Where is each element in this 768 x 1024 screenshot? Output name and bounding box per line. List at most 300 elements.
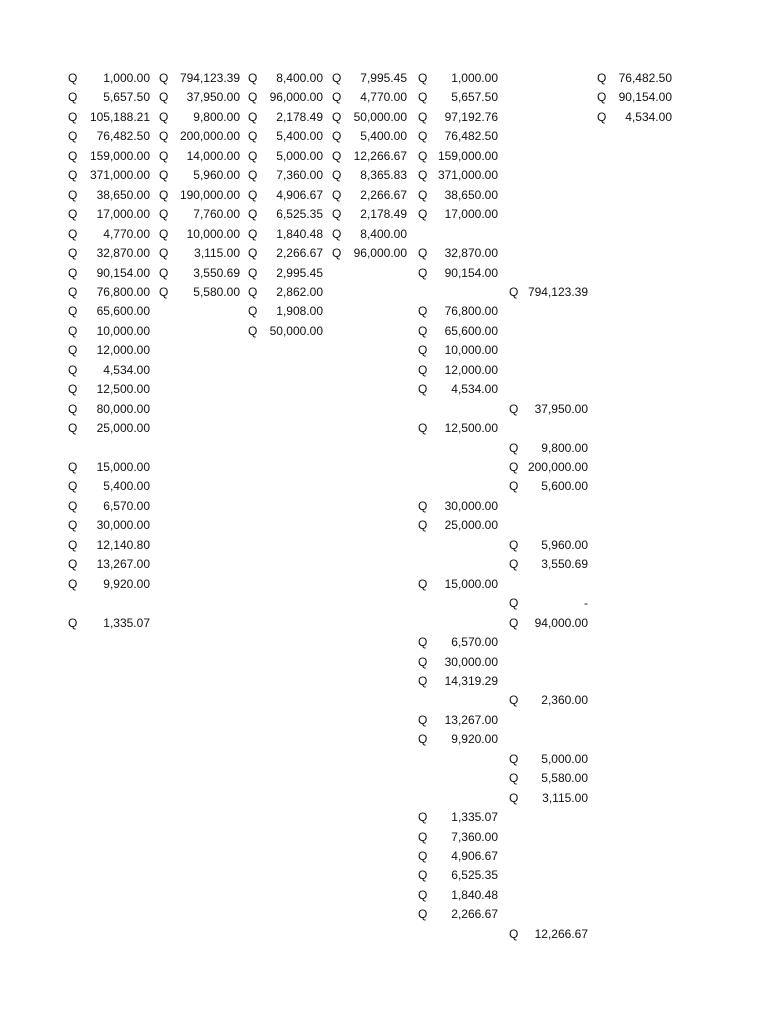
currency-cell (418, 69, 498, 88)
amount-value: 13,267.00 (444, 712, 498, 727)
currency-cell (68, 283, 150, 302)
currency-symbol: Q (597, 109, 607, 124)
currency-symbol: Q (159, 284, 169, 299)
currency-cell (509, 555, 588, 574)
currency-symbol: Q (68, 518, 78, 533)
amount-value: 5,600.00 (541, 479, 588, 494)
currency-cell (418, 633, 498, 652)
amount-value: 200,000.00 (179, 129, 240, 144)
currency-cell (68, 555, 150, 574)
currency-cell (68, 147, 150, 166)
currency-cell (418, 127, 498, 146)
currency-cell (159, 225, 240, 244)
amount-value: 1,335.07 (451, 810, 498, 825)
currency-symbol: Q (509, 537, 519, 552)
amount-value: 15,000.00 (96, 460, 150, 474)
currency-cell (509, 400, 588, 419)
amount-value: 14,000.00 (186, 148, 240, 163)
amount-value: 96,000.00 (353, 246, 407, 261)
amount-value: 12,266.67 (353, 148, 407, 163)
amount-value: 105,188.21 (89, 109, 150, 124)
amount-value: 10,000.00 (96, 323, 150, 338)
amount-value: 2,995.45 (276, 265, 323, 280)
currency-symbol: Q (68, 187, 78, 202)
currency-cell (248, 322, 323, 341)
amount-value: 80,000.00 (96, 401, 150, 416)
currency-cell (597, 88, 672, 107)
currency-cell (68, 302, 150, 321)
amount-value: 4,770.00 (360, 90, 407, 105)
currency-symbol: Q (159, 226, 169, 241)
currency-cell (509, 750, 588, 769)
currency-symbol: Q (597, 90, 607, 105)
currency-symbol: Q (248, 168, 258, 183)
amount-value: 1,000.00 (103, 71, 150, 85)
currency-cell (509, 594, 588, 613)
amount-value: 6,525.35 (451, 868, 498, 883)
amount-value: 25,000.00 (444, 518, 498, 533)
currency-symbol: Q (418, 829, 428, 844)
currency-symbol: Q (509, 596, 519, 611)
currency-symbol: Q (418, 207, 428, 222)
currency-cell (418, 147, 498, 166)
amount-value: 12,500.00 (444, 421, 498, 436)
currency-symbol: Q (418, 109, 428, 124)
amount-value: 90,154.00 (96, 265, 150, 280)
currency-symbol: Q (248, 284, 258, 299)
currency-symbol: Q (418, 343, 428, 358)
amount-value: 8,365.83 (360, 168, 407, 183)
currency-cell (68, 477, 150, 496)
currency-cell (159, 283, 240, 302)
currency-cell (332, 186, 407, 205)
currency-cell (159, 69, 240, 88)
currency-symbol: Q (159, 148, 169, 163)
amount-value: 76,482.50 (96, 129, 150, 144)
amount-value: 5,000.00 (276, 148, 323, 163)
currency-cell (248, 88, 323, 107)
currency-cell (418, 905, 498, 924)
amount-value: 2,178.49 (360, 207, 407, 222)
currency-cell (509, 925, 588, 944)
amount-value: 3,115.00 (194, 246, 240, 261)
currency-symbol: Q (418, 635, 428, 650)
amount-value: 38,650.00 (444, 187, 498, 202)
currency-symbol: Q (418, 362, 428, 377)
currency-cell (159, 205, 240, 224)
currency-cell (248, 147, 323, 166)
amount-value: 2,266.67 (360, 187, 407, 202)
currency-symbol: Q (597, 71, 607, 85)
currency-symbol: Q (418, 168, 428, 183)
amount-value: 5,657.50 (451, 90, 498, 105)
currency-cell (418, 866, 498, 885)
currency-symbol: Q (418, 654, 428, 669)
currency-symbol: Q (248, 148, 258, 163)
currency-cell (509, 283, 588, 302)
currency-cell (418, 361, 498, 380)
amount-value: 25,000.00 (96, 421, 150, 436)
currency-symbol: Q (248, 109, 258, 124)
currency-cell (159, 166, 240, 185)
currency-symbol: Q (68, 90, 78, 105)
amount-value: 90,154.00 (444, 265, 498, 280)
currency-symbol: Q (332, 109, 342, 124)
currency-symbol: Q (248, 304, 258, 319)
currency-cell (332, 147, 407, 166)
amount-value: 12,266.67 (534, 926, 588, 941)
currency-cell (418, 886, 498, 905)
currency-cell (418, 672, 498, 691)
amount-value: 159,000.00 (437, 148, 498, 163)
currency-cell (509, 439, 588, 458)
currency-cell (68, 497, 150, 516)
currency-cell (68, 614, 150, 633)
amount-value: 15,000.00 (444, 576, 498, 591)
amount-value: 12,000.00 (444, 362, 498, 377)
amount-value: 9,920.00 (451, 732, 498, 747)
currency-cell (159, 186, 240, 205)
currency-cell (159, 244, 240, 263)
amount-value: 5,000.00 (541, 751, 588, 766)
currency-cell (332, 108, 407, 127)
currency-symbol: Q (418, 849, 428, 863)
amount-value: 38,650.00 (96, 187, 150, 202)
currency-symbol: Q (159, 129, 169, 144)
currency-cell (418, 653, 498, 672)
currency-symbol: Q (509, 790, 519, 805)
currency-cell (418, 244, 498, 263)
currency-cell (248, 244, 323, 263)
currency-symbol: Q (332, 90, 342, 105)
currency-symbol: Q (68, 129, 78, 144)
amount-value: 65,600.00 (96, 304, 150, 319)
currency-cell (68, 458, 150, 477)
currency-symbol: Q (509, 615, 519, 630)
amount-value: 4,906.67 (276, 187, 323, 202)
currency-cell (159, 127, 240, 146)
amount-value: 5,657.50 (103, 90, 150, 105)
currency-symbol: Q (418, 887, 428, 902)
currency-symbol: Q (509, 440, 519, 455)
currency-symbol: Q (509, 479, 519, 494)
currency-cell (68, 88, 150, 107)
amount-value: 17,000.00 (444, 207, 498, 222)
amount-value: 3,550.69 (541, 557, 588, 572)
currency-symbol: Q (68, 362, 78, 377)
currency-cell (418, 711, 498, 730)
amount-value: 2,360.00 (541, 693, 588, 708)
amount-value: 9,800.00 (541, 440, 588, 455)
amount-value: 6,570.00 (451, 635, 498, 650)
currency-symbol: Q (68, 401, 78, 416)
currency-cell (418, 808, 498, 827)
currency-cell (248, 69, 323, 88)
currency-symbol: Q (509, 557, 519, 572)
currency-cell (68, 516, 150, 535)
amount-value: - (584, 596, 588, 611)
currency-cell (68, 419, 150, 438)
currency-cell (248, 127, 323, 146)
amount-value: 2,178.49 (276, 109, 323, 124)
amount-value: 50,000.00 (353, 109, 407, 124)
currency-cell (248, 108, 323, 127)
currency-symbol: Q (332, 226, 342, 241)
currency-symbol: Q (248, 246, 258, 261)
amount-value: 159,000.00 (89, 148, 150, 163)
currency-cell (418, 847, 498, 866)
amount-value: 794,123.39 (527, 284, 588, 299)
currency-cell (418, 516, 498, 535)
currency-symbol: Q (248, 129, 258, 144)
currency-cell (597, 69, 672, 88)
amount-value: 76,800.00 (96, 284, 150, 299)
currency-cell (509, 691, 588, 710)
currency-symbol: Q (509, 926, 519, 941)
currency-symbol: Q (68, 71, 78, 85)
currency-cell (418, 322, 498, 341)
currency-cell (418, 575, 498, 594)
amount-value: 5,400.00 (276, 129, 323, 144)
currency-symbol: Q (418, 71, 428, 85)
amount-value: 6,570.00 (103, 498, 150, 513)
amount-value: 371,000.00 (437, 168, 498, 183)
currency-symbol: Q (68, 246, 78, 261)
currency-symbol: Q (248, 90, 258, 105)
amount-value: 50,000.00 (269, 323, 323, 338)
currency-symbol: Q (159, 187, 169, 202)
currency-symbol: Q (159, 109, 169, 124)
currency-symbol: Q (332, 246, 342, 261)
amount-value: 1,908.00 (276, 304, 323, 319)
currency-symbol: Q (68, 498, 78, 513)
currency-symbol: Q (418, 129, 428, 144)
amount-value: 200,000.00 (527, 460, 588, 474)
currency-cell (509, 789, 588, 808)
currency-symbol: Q (68, 168, 78, 183)
amount-value: 10,000.00 (444, 343, 498, 358)
currency-cell (418, 205, 498, 224)
amount-value: 30,000.00 (96, 518, 150, 533)
currency-symbol: Q (68, 323, 78, 338)
amount-value: 30,000.00 (444, 654, 498, 669)
currency-symbol: Q (509, 284, 519, 299)
currency-symbol: Q (418, 187, 428, 202)
currency-symbol: Q (509, 751, 519, 766)
currency-symbol: Q (418, 246, 428, 261)
currency-cell (418, 108, 498, 127)
currency-symbol: Q (332, 168, 342, 183)
amount-value: 371,000.00 (89, 168, 150, 183)
amount-value: 4,534.00 (103, 362, 150, 377)
currency-cell (332, 88, 407, 107)
amount-value: 4,770.00 (103, 226, 150, 241)
currency-cell (509, 536, 588, 555)
amount-value: 96,000.00 (269, 90, 323, 105)
currency-symbol: Q (159, 71, 169, 85)
currency-cell (248, 225, 323, 244)
currency-symbol: Q (159, 246, 169, 261)
amount-value: 5,960.00 (541, 537, 588, 552)
currency-symbol: Q (332, 207, 342, 222)
amount-value: 4,534.00 (451, 382, 498, 397)
currency-symbol: Q (248, 187, 258, 202)
currency-cell (68, 69, 150, 88)
currency-cell (68, 225, 150, 244)
amount-value: 32,870.00 (96, 246, 150, 261)
amount-value: 3,115.00 (542, 790, 588, 805)
currency-cell (68, 244, 150, 263)
currency-cell (332, 205, 407, 224)
currency-symbol: Q (248, 226, 258, 241)
currency-cell (68, 536, 150, 555)
currency-cell (68, 205, 150, 224)
currency-symbol: Q (418, 382, 428, 397)
currency-symbol: Q (509, 771, 519, 786)
currency-cell (68, 166, 150, 185)
currency-cell (248, 205, 323, 224)
amount-value: 12,000.00 (96, 343, 150, 358)
currency-cell (68, 264, 150, 283)
currency-cell (509, 477, 588, 496)
amount-value: 13,267.00 (96, 557, 150, 572)
amount-value: 30,000.00 (444, 498, 498, 513)
currency-symbol: Q (68, 479, 78, 494)
currency-cell (332, 225, 407, 244)
currency-cell (418, 186, 498, 205)
currency-symbol: Q (159, 265, 169, 280)
currency-cell (159, 108, 240, 127)
amount-value: 97,192.76 (444, 109, 498, 124)
currency-cell (509, 458, 588, 477)
currency-cell (418, 166, 498, 185)
currency-symbol: Q (248, 71, 258, 85)
currency-symbol: Q (418, 421, 428, 436)
currency-cell (418, 730, 498, 749)
currency-symbol: Q (418, 304, 428, 319)
currency-symbol: Q (332, 187, 342, 202)
amount-value: 9,800.00 (193, 109, 240, 124)
amount-value: 3,550.69 (193, 265, 240, 280)
amount-value: 37,950.00 (186, 90, 240, 105)
amount-value: 5,960.00 (193, 168, 240, 183)
amount-value: 8,400.00 (360, 226, 407, 241)
amount-value: 1,840.48 (276, 226, 323, 241)
currency-symbol: Q (418, 673, 428, 688)
amount-value: 1,335.07 (103, 615, 150, 630)
currency-symbol: Q (68, 537, 78, 552)
amount-value: 2,862.00 (276, 284, 323, 299)
currency-symbol: Q (68, 304, 78, 319)
amount-value: 9,920.00 (103, 576, 150, 591)
amount-value: 1,000.00 (451, 71, 498, 85)
amount-value: 10,000.00 (186, 226, 240, 241)
currency-cell (68, 186, 150, 205)
currency-cell (418, 341, 498, 360)
currency-cell (332, 69, 407, 88)
currency-symbol: Q (68, 265, 78, 280)
currency-symbol: Q (248, 265, 258, 280)
currency-cell (597, 108, 672, 127)
currency-cell (68, 361, 150, 380)
currency-symbol: Q (68, 615, 78, 630)
currency-symbol: Q (418, 576, 428, 591)
currency-symbol: Q (68, 557, 78, 572)
currency-symbol: Q (418, 907, 428, 922)
currency-symbol: Q (68, 109, 78, 124)
currency-symbol: Q (68, 421, 78, 436)
amount-value: 94,000.00 (534, 615, 588, 630)
amount-value: 7,360.00 (451, 829, 498, 844)
amount-value: 190,000.00 (179, 187, 240, 202)
currency-symbol: Q (418, 148, 428, 163)
currency-cell (68, 380, 150, 399)
currency-symbol: Q (68, 343, 78, 358)
amount-value: 5,400.00 (103, 479, 150, 494)
currency-cell (159, 88, 240, 107)
currency-symbol: Q (248, 207, 258, 222)
currency-cell (68, 575, 150, 594)
currency-cell (332, 244, 407, 263)
amount-value: 37,950.00 (534, 401, 588, 416)
currency-cell (509, 769, 588, 788)
currency-cell (68, 108, 150, 127)
currency-cell (248, 186, 323, 205)
currency-cell (159, 147, 240, 166)
currency-cell (248, 302, 323, 321)
amount-value: 76,482.50 (444, 129, 498, 144)
currency-symbol: Q (418, 712, 428, 727)
currency-symbol: Q (68, 576, 78, 591)
currency-symbol: Q (68, 284, 78, 299)
amount-value: 8,400.00 (276, 71, 323, 85)
currency-cell (68, 341, 150, 360)
currency-symbol: Q (418, 498, 428, 513)
amount-value: 32,870.00 (444, 246, 498, 261)
currency-symbol: Q (418, 90, 428, 105)
amount-value: 76,800.00 (444, 304, 498, 319)
amount-value: 5,580.00 (541, 771, 588, 786)
currency-symbol: Q (159, 90, 169, 105)
amount-value: 1,840.48 (451, 887, 498, 902)
amount-value: 12,140.80 (96, 537, 150, 552)
amount-value: 7,360.00 (276, 168, 323, 183)
amount-value: 794,123.39 (179, 71, 240, 85)
currency-symbol: Q (68, 148, 78, 163)
amount-value: 4,906.67 (451, 849, 498, 863)
currency-cell (418, 497, 498, 516)
currency-cell (418, 419, 498, 438)
currency-cell (418, 380, 498, 399)
currency-symbol: Q (68, 226, 78, 241)
amount-value: 14,319.29 (444, 673, 498, 688)
currency-cell (159, 264, 240, 283)
currency-cell (68, 127, 150, 146)
currency-cell (332, 127, 407, 146)
amount-value: 5,400.00 (360, 129, 407, 144)
currency-cell (248, 264, 323, 283)
amount-value: 17,000.00 (96, 207, 150, 222)
currency-cell (248, 166, 323, 185)
currency-symbol: Q (418, 518, 428, 533)
amount-value: 2,266.67 (451, 907, 498, 922)
amount-value: 76,482.50 (618, 71, 672, 85)
currency-cell (418, 88, 498, 107)
currency-cell (418, 302, 498, 321)
currency-cell (418, 828, 498, 847)
currency-cell (68, 322, 150, 341)
amount-value: 7,760.00 (193, 207, 240, 222)
